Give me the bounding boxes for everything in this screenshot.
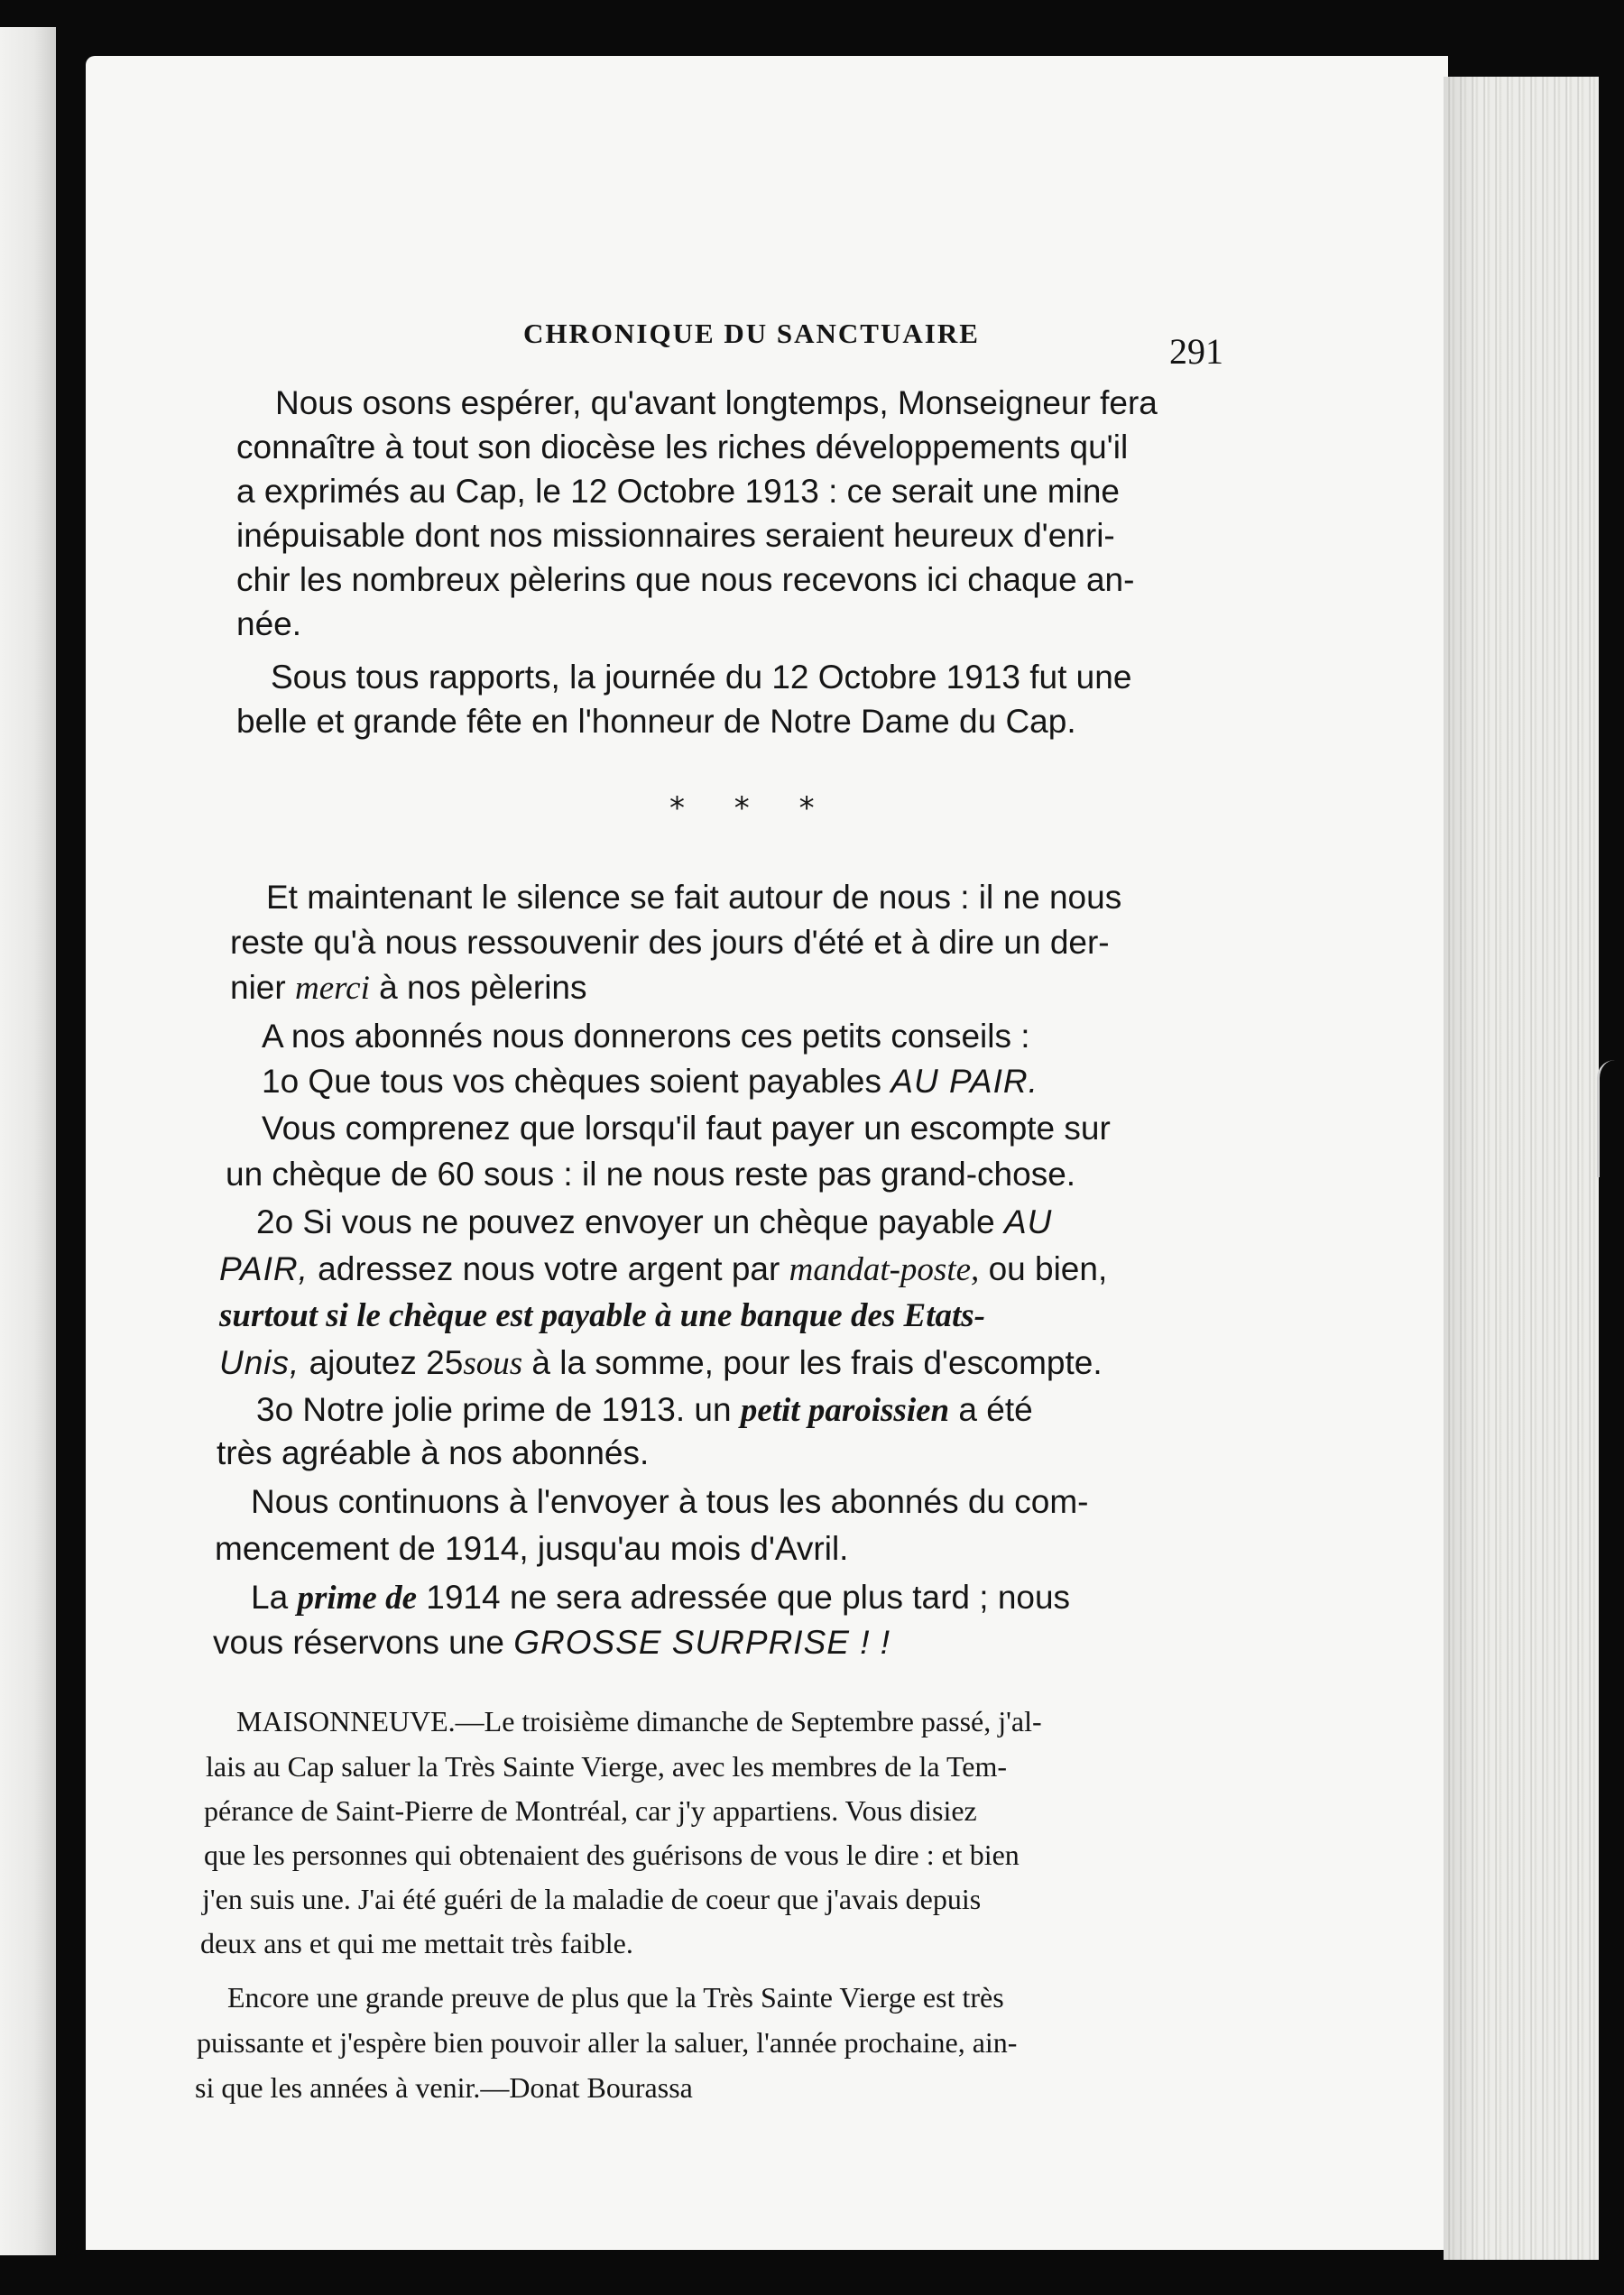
letter-line: puissante et j'espère bien pouvoir aller la saluer, l'année prochaine, ain- — [197, 2026, 1018, 2059]
letter-line: pérance de Saint-Pierre de Montréal, car j'y appartiens. Vous disiez — [204, 1794, 977, 1827]
paragraph-line: nier merci à nos pèlerins — [230, 969, 587, 1007]
paragraph-line: 1o Que tous vos chèques soient payables AU PAIR. — [262, 1063, 1038, 1100]
paragraph-line: Vous comprenez que lorsqu'il faut payer un escompte sur — [262, 1110, 1111, 1147]
letter-line: j'en suis une. J'ai été guéri de la maladie de coeur que j'avais depuis — [202, 1883, 982, 1915]
paragraph-line: 2o Si vous ne pouvez envoyer un chèque payable AU — [256, 1203, 1053, 1240]
letter-line: MAISONNEUVE.—Le troisième dimanche de Septembre passé, j'al- — [236, 1705, 1042, 1737]
paragraph-line: belle et grande fête en l'honneur de Notre Dame du Cap. — [236, 703, 1076, 740]
page-number: 291 — [1169, 331, 1223, 372]
paragraph-line: vous réservons une GROSSE SURPRISE ! ! — [213, 1624, 891, 1661]
paragraph-line: reste qu'à nous ressouvenir des jours d'été et à dire un der- — [230, 924, 1110, 961]
letter-line: deux ans et qui me mettait très faible. — [200, 1927, 633, 1959]
letter-line: que les personnes qui obtenaient des guérisons de vous le dire : et bien — [204, 1839, 1020, 1871]
paragraph-line: Unis, ajoutez 25sous à la somme, pour les frais d'escompte. — [219, 1344, 1103, 1382]
section-divider-asterisks: * * * — [669, 790, 835, 826]
letter-line: lais au Cap saluer la Très Sainte Vierge, avec les membres de la Tem- — [206, 1750, 1008, 1783]
facing-page-edge — [0, 27, 56, 2255]
paragraph-line: Nous continuons à l'envoyer à tous les abonnés du com- — [251, 1483, 1089, 1520]
paragraph-line: A nos abonnés nous donnerons ces petits conseils : — [262, 1018, 1030, 1055]
paragraph-line: inépuisable dont nos missionnaires seraient heureux d'enri- — [236, 517, 1115, 554]
page-edge-shadow — [1444, 77, 1480, 2260]
paragraph-line: connaître à tout son diocèse les riches développements qu'il — [236, 429, 1129, 465]
paragraph-line: Et maintenant le silence se fait autour de nous : il ne nous — [266, 879, 1122, 916]
paragraph-line: chir les nombreux pèlerins que nous recevons ici chaque an- — [236, 561, 1135, 598]
page-edge-curl — [1597, 1060, 1624, 1177]
paragraph-line: née. — [236, 605, 302, 642]
paragraph-line: a exprimés au Cap, le 12 Octobre 1913 : ce serait une mine — [236, 473, 1120, 510]
letter-line: si que les années à venir.—Donat Bourassa — [195, 2071, 693, 2104]
paragraph-line: Sous tous rapports, la journée du 12 Octobre 1913 fut une — [271, 659, 1132, 696]
running-header: CHRONIQUE DU SANCTUAIRE — [523, 318, 980, 349]
paragraph-line: très agréable à nos abonnés. — [217, 1434, 650, 1471]
paragraph-line: PAIR, adressez nous votre argent par mandat-poste, ou bien, — [219, 1250, 1108, 1288]
paragraph-line: 3o Notre jolie prime de 1913. un petit paroissien a été — [256, 1391, 1033, 1429]
letter-line: Encore une grande preuve de plus que la Très Sainte Vierge est très — [227, 1981, 1004, 2014]
paragraph-line: La prime de 1914 ne sera adressée que plus tard ; nous — [251, 1579, 1071, 1617]
paragraph-line: mencement de 1914, jusqu'au mois d'Avril. — [215, 1530, 849, 1567]
paragraph-line: surtout si le chèque est payable à une banque des Etats- — [219, 1297, 985, 1334]
paragraph-line: un chèque de 60 sous : il ne nous reste pas grand-chose. — [226, 1156, 1076, 1193]
paragraph-line: Nous osons espérer, qu'avant longtemps, Monseigneur fera — [275, 384, 1158, 421]
